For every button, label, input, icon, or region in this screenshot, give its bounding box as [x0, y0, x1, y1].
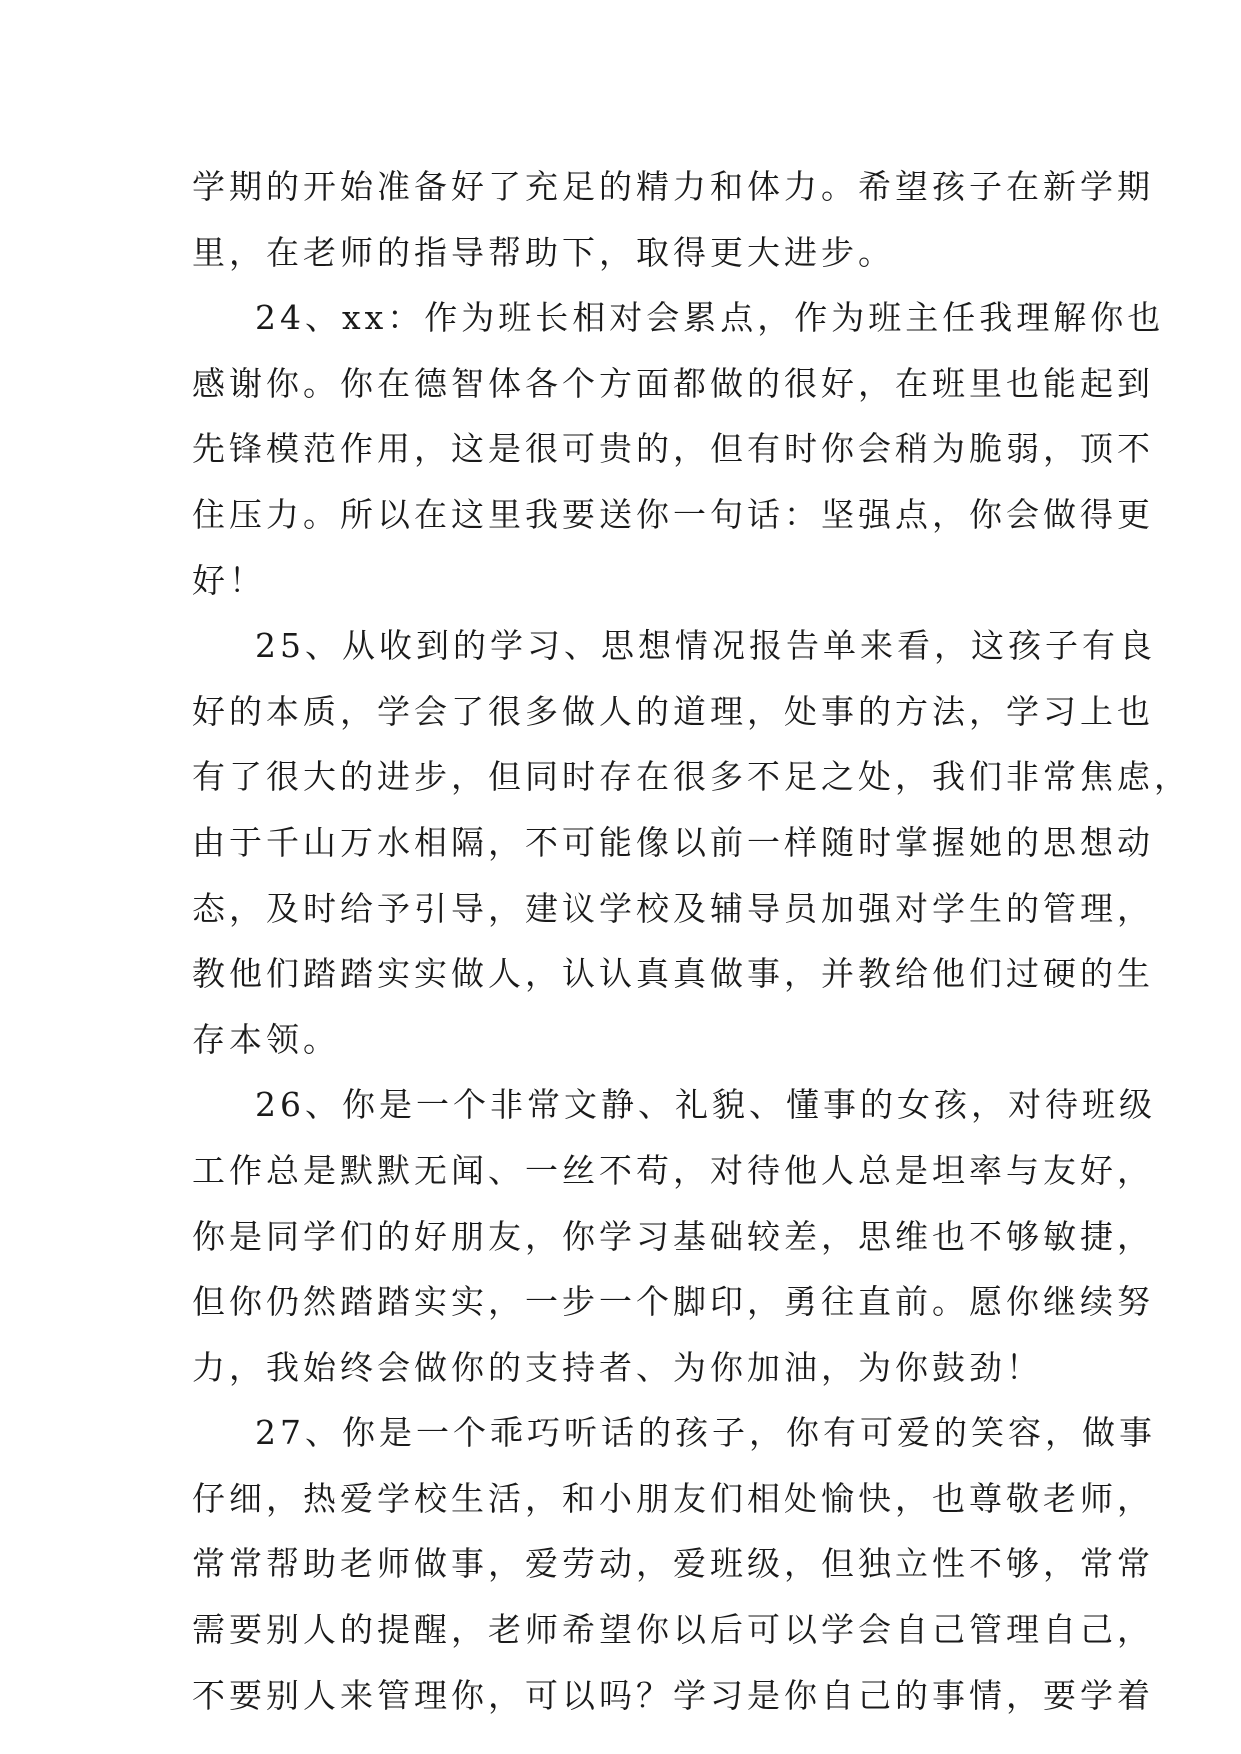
text-line: 常常帮助老师做事，爱劳动，爱班级，但独立性不够，常常 — [192, 1544, 1154, 1584]
text-line: 需要别人的提醒，老师希望你以后可以学会自己管理自己， — [192, 1610, 1154, 1650]
text-line: 不要别人来管理你，可以吗？学习是你自己的事情，要学着 — [192, 1675, 1154, 1715]
text-line: 教他们踏踏实实做人，认认真真做事，并教给他们过硬的生 — [192, 954, 1154, 994]
text-line: 仔细，热爱学校生活，和小朋友们相处愉快，也尊敬老师， — [192, 1478, 1154, 1518]
text-line: 但你仍然踏踏实实，一步一个脚印，勇往直前。愿你继续努 — [192, 1282, 1154, 1322]
paragraph-start-24: 24、xx：作为班长相对会累点，作为班主任我理解你也 — [255, 298, 1165, 338]
paragraph-start-27: 27、你是一个乖巧听话的孩子，你有可爱的笑容，做事 — [255, 1413, 1156, 1453]
text-line: 态，及时给予引导，建议学校及辅导员加强对学生的管理， — [192, 888, 1154, 928]
text-line: 有了很大的进步，但同时存在很多不足之处，我们非常焦虑， — [192, 757, 1191, 797]
text-line: 由于千山万水相隔，不可能像以前一样随时掌握她的思想动 — [192, 822, 1154, 862]
paragraph-start-26: 26、你是一个非常文静、礼貌、懂事的女孩，对待班级 — [255, 1085, 1156, 1125]
text-line: 学期的开始准备好了充足的精力和体力。希望孩子在新学期 — [192, 167, 1154, 206]
text-line: 好！ — [192, 560, 266, 600]
text-line: 里，在老师的指导帮助下，取得更大进步。 — [192, 232, 895, 272]
paragraph-start-25: 25、从收到的学习、思想情况报告单来看，这孩子有良 — [255, 626, 1156, 666]
text-line: 力，我始终会做你的支持者、为你加油，为你鼓劲！ — [192, 1347, 1043, 1387]
text-line: 你是同学们的好朋友，你学习基础较差，思维也不够敏捷， — [192, 1216, 1154, 1256]
text-line: 先锋模范作用，这是很可贵的，但有时你会稍为脆弱，顶不 — [192, 429, 1154, 469]
text-line: 感谢你。你在德智体各个方面都做的很好，在班里也能起到 — [192, 363, 1154, 403]
text-line: 好的本质，学会了很多做人的道理，处事的方法，学习上也 — [192, 691, 1154, 731]
document-body — [192, 154, 1191, 1728]
text-line: 存本领。 — [192, 1019, 340, 1059]
text-line: 工作总是默默无闻、一丝不苟，对待他人总是坦率与友好， — [192, 1150, 1154, 1190]
text-line: 住压力。所以在这里我要送你一句话：坚强点，你会做得更 — [192, 494, 1154, 534]
